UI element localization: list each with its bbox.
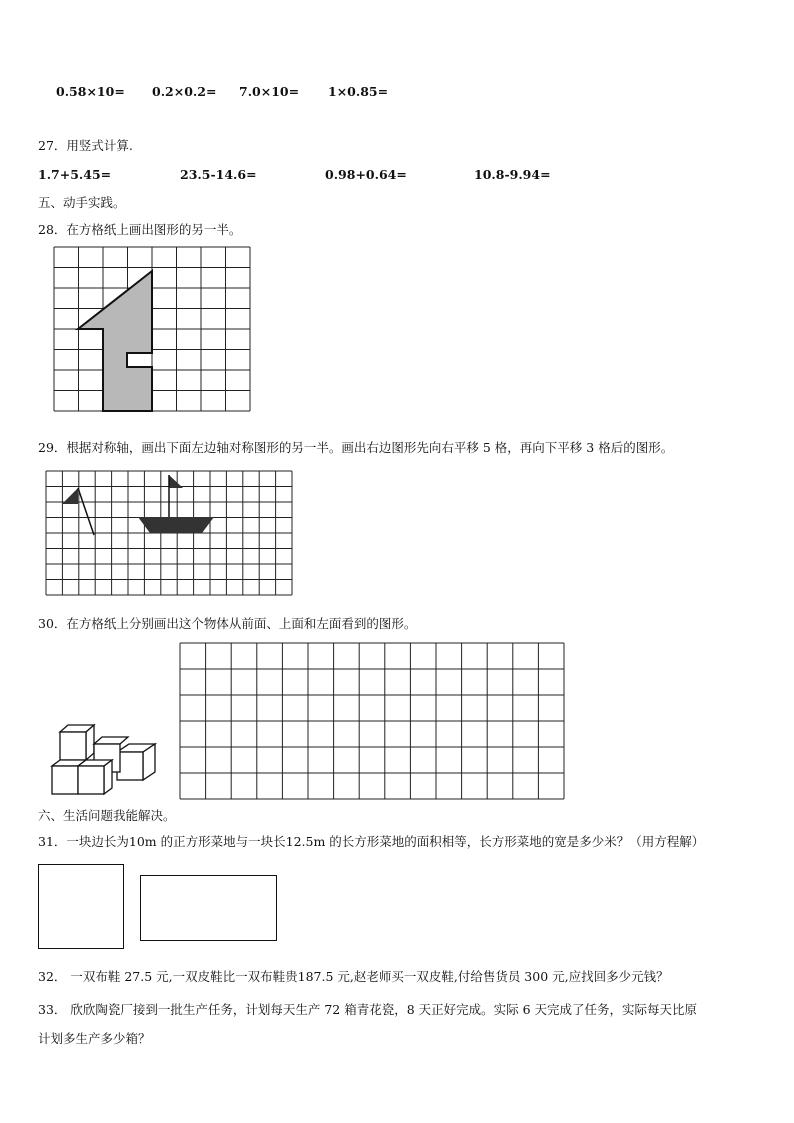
- expr-5: 1.7+5.45=: [38, 167, 112, 182]
- rectangle-field: [140, 875, 277, 941]
- expr-8: 10.8-9.94=: [474, 167, 551, 182]
- question-33-line-2: 计划多生产多少箱？: [38, 1031, 151, 1046]
- q30-grid: [180, 643, 564, 799]
- question-31: 31．一块边长为10m 的正方形菜地与一块长12.5m 的长方形菜地的面积相等，长方形菜地的宽是多少米？（用方程解）: [38, 834, 705, 849]
- question-27: 27．用竖式计算.: [38, 138, 133, 153]
- question-30: 30．在方格纸上分别画出这个物体从前面、上面和左面看到的图形。: [38, 616, 417, 631]
- expr-2: 0.2×0.2=: [152, 84, 217, 99]
- expr-3: 7.0×10=: [239, 84, 300, 99]
- expr-6: 23.5-14.6=: [180, 167, 257, 182]
- q29-boat-hull: [138, 517, 214, 533]
- q29-grid: [46, 471, 292, 595]
- q28-grid: [54, 247, 250, 412]
- section-heading-6: 六、生活问题我能解决。: [38, 808, 176, 823]
- q29-left-half-figure: [62, 488, 78, 504]
- q29-symmetry-axis: [78, 488, 94, 535]
- expr-7: 0.98+0.64=: [325, 167, 407, 182]
- expr-4: 1×0.85=: [328, 84, 389, 99]
- question-29: 29．根据对称轴，画出下面左边轴对称图形的另一半。画出右边图形先向右平移 5 格，再向下平移 3 格后的图形。: [38, 440, 674, 455]
- question-33-line-1: 33． 欣欣陶瓷厂接到一批生产任务，计划每天生产 72 箱青花瓷，8 天正好完成。实际 6 天完成了任务，实际每天比原: [38, 1002, 698, 1017]
- question-32: 32． 一双布鞋 27.5 元,一双皮鞋比一双布鞋贵187.5 元,赵老师买一双皮鞋,付给售货员 300 元,应找回多少元钱？: [38, 969, 669, 984]
- question-28: 28．在方格纸上画出图形的另一半。: [38, 222, 242, 237]
- square-field: [38, 864, 124, 949]
- q30-cubes: [48, 722, 158, 796]
- section-heading-5: 五、动手实践。: [38, 195, 126, 210]
- expr-1: 0.58×10=: [56, 84, 125, 99]
